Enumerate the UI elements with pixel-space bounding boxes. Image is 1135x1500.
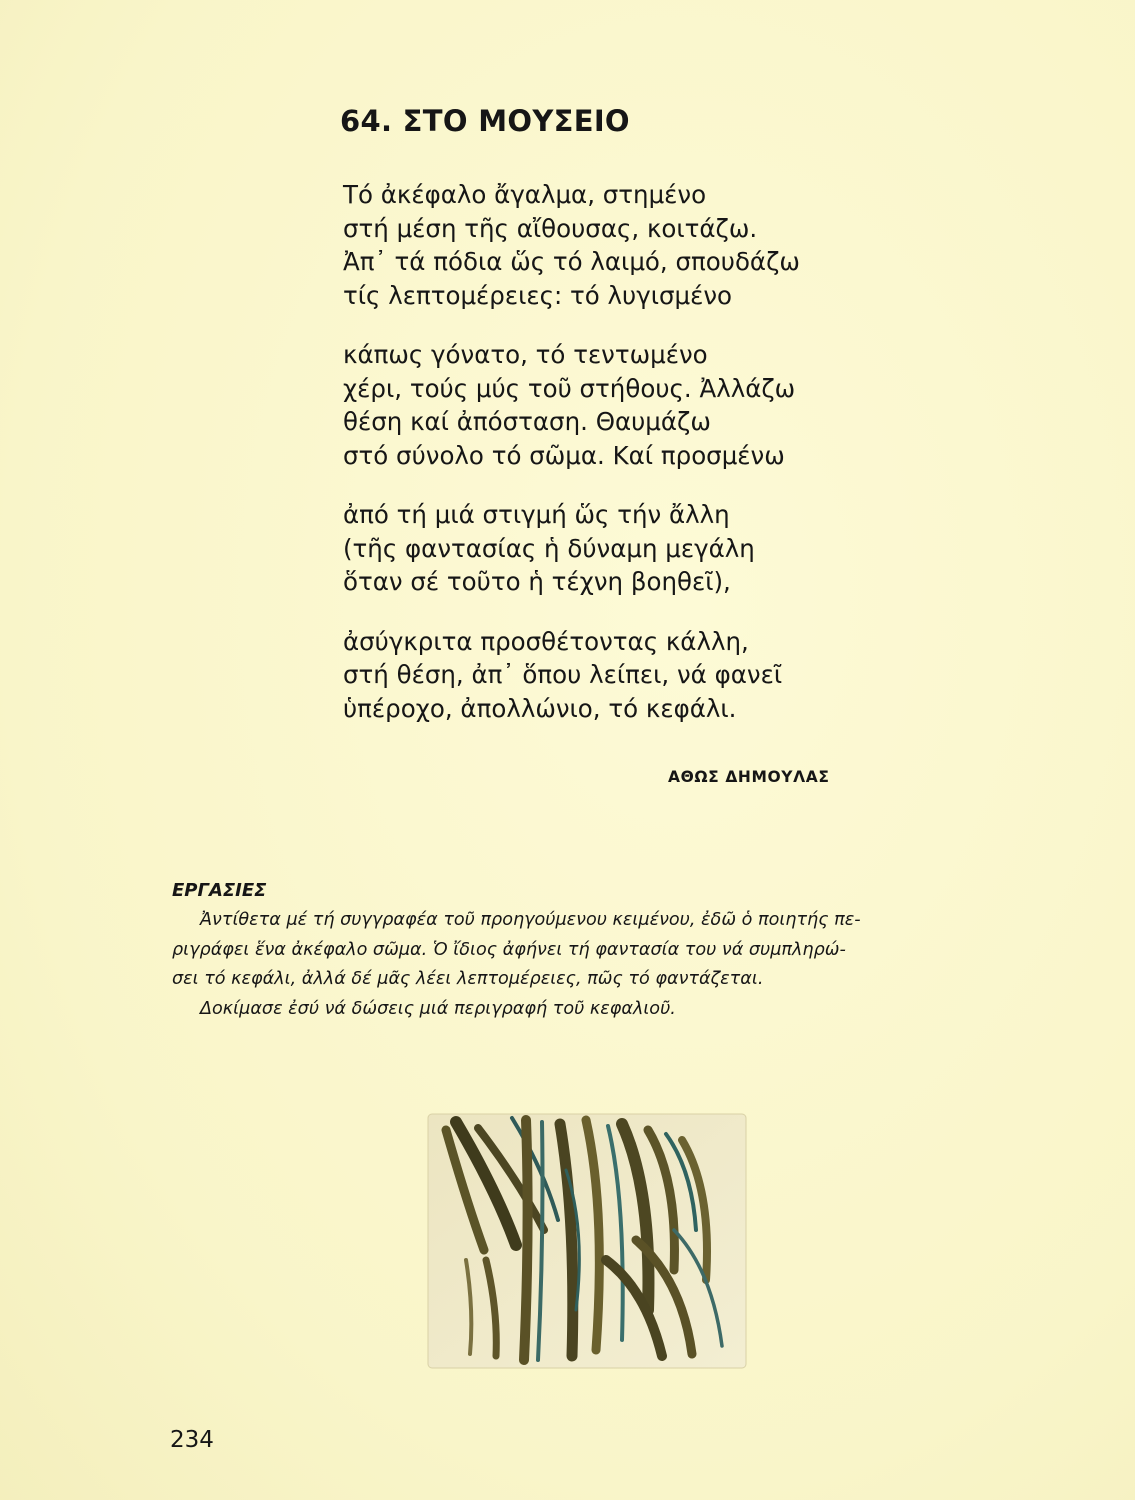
poem-line: (τῆς φαντασίας ἡ δύναμη μεγάλη: [343, 533, 755, 563]
stanza-2: [343, 338, 903, 472]
poem-line: Τό ἀκέφαλο ἄγαλμα, στημένο: [343, 180, 707, 209]
tasks-body: [172, 906, 1032, 1024]
poem-line: ὑπέροχο, ἀπολλώνιο, τό κεφάλι.: [343, 693, 737, 723]
stanza-4: [343, 625, 903, 726]
tasks-heading: ΕΡΓΑΣΙΕΣ: [172, 880, 267, 901]
poem-title: 64. ΣΤΟ ΜΟΥΣΕΙΟ: [340, 104, 630, 138]
tasks-line: Δοκίμασε ἐσύ νά δώσεις μιά περιγραφή τοῦ κεφαλιοῦ.: [200, 998, 676, 1019]
tasks-line: σει τό κεφάλι, ἀλλά δέ μᾶς λέει λεπτομέρειες, πῶς τό φαντάζεται.: [172, 969, 764, 989]
tasks-line: Ἀντίθετα μέ τή συγγραφέα τοῦ προηγούμενου κειμένου, ἐδῶ ὁ ποιητής πε-: [200, 910, 861, 930]
stanza-3: [343, 498, 903, 599]
poem-line: στή μέση τῆς αἴθουσας, κοιτάζω.: [343, 213, 758, 243]
poem-line: ὅταν σέ τοῦτο ἡ τέχνη βοηθεῖ),: [343, 567, 731, 596]
poem-line: στή θέση, ἀπ᾿ ὅπου λείπει, νά φανεῖ: [343, 660, 783, 689]
poem-line: ἀπό τή μιά στιγμή ὥς τήν ἄλλη: [343, 500, 730, 529]
abstract-illustration: [426, 1110, 748, 1372]
stanza-1: [343, 178, 903, 312]
poem-line: Ἀπ᾿ τά πόδια ὥς τό λαιμό, σπουδάζω: [343, 247, 800, 276]
poem-line: τίς λεπτομέρειες: τό λυγισμένο: [343, 280, 733, 310]
page-number: 234: [170, 1427, 214, 1453]
poem-line: θέση καί ἀπόσταση. Θαυμάζω: [343, 407, 711, 436]
poem-line: ἀσύγκριτα προσθέτοντας κάλλη,: [343, 626, 749, 656]
poem-line: κάπως γόνατο, τό τεντωμένο: [343, 340, 708, 369]
poem-line: στό σύνολο τό σῶμα. Καί προσμένω: [343, 440, 785, 470]
poem-body: [343, 178, 903, 751]
poem-author: ΑΘΩΣ ΔΗΜΟΥΛΑΣ: [668, 768, 830, 786]
poem-line: χέρι, τούς μύς τοῦ στήθους. Ἀλλάζω: [343, 373, 796, 403]
tasks-line: ριγράφει ἕνα ἀκέφαλο σῶμα. Ὁ ἴδιος ἀφήνει τή φαντασία του νά συμπληρώ-: [172, 939, 846, 960]
